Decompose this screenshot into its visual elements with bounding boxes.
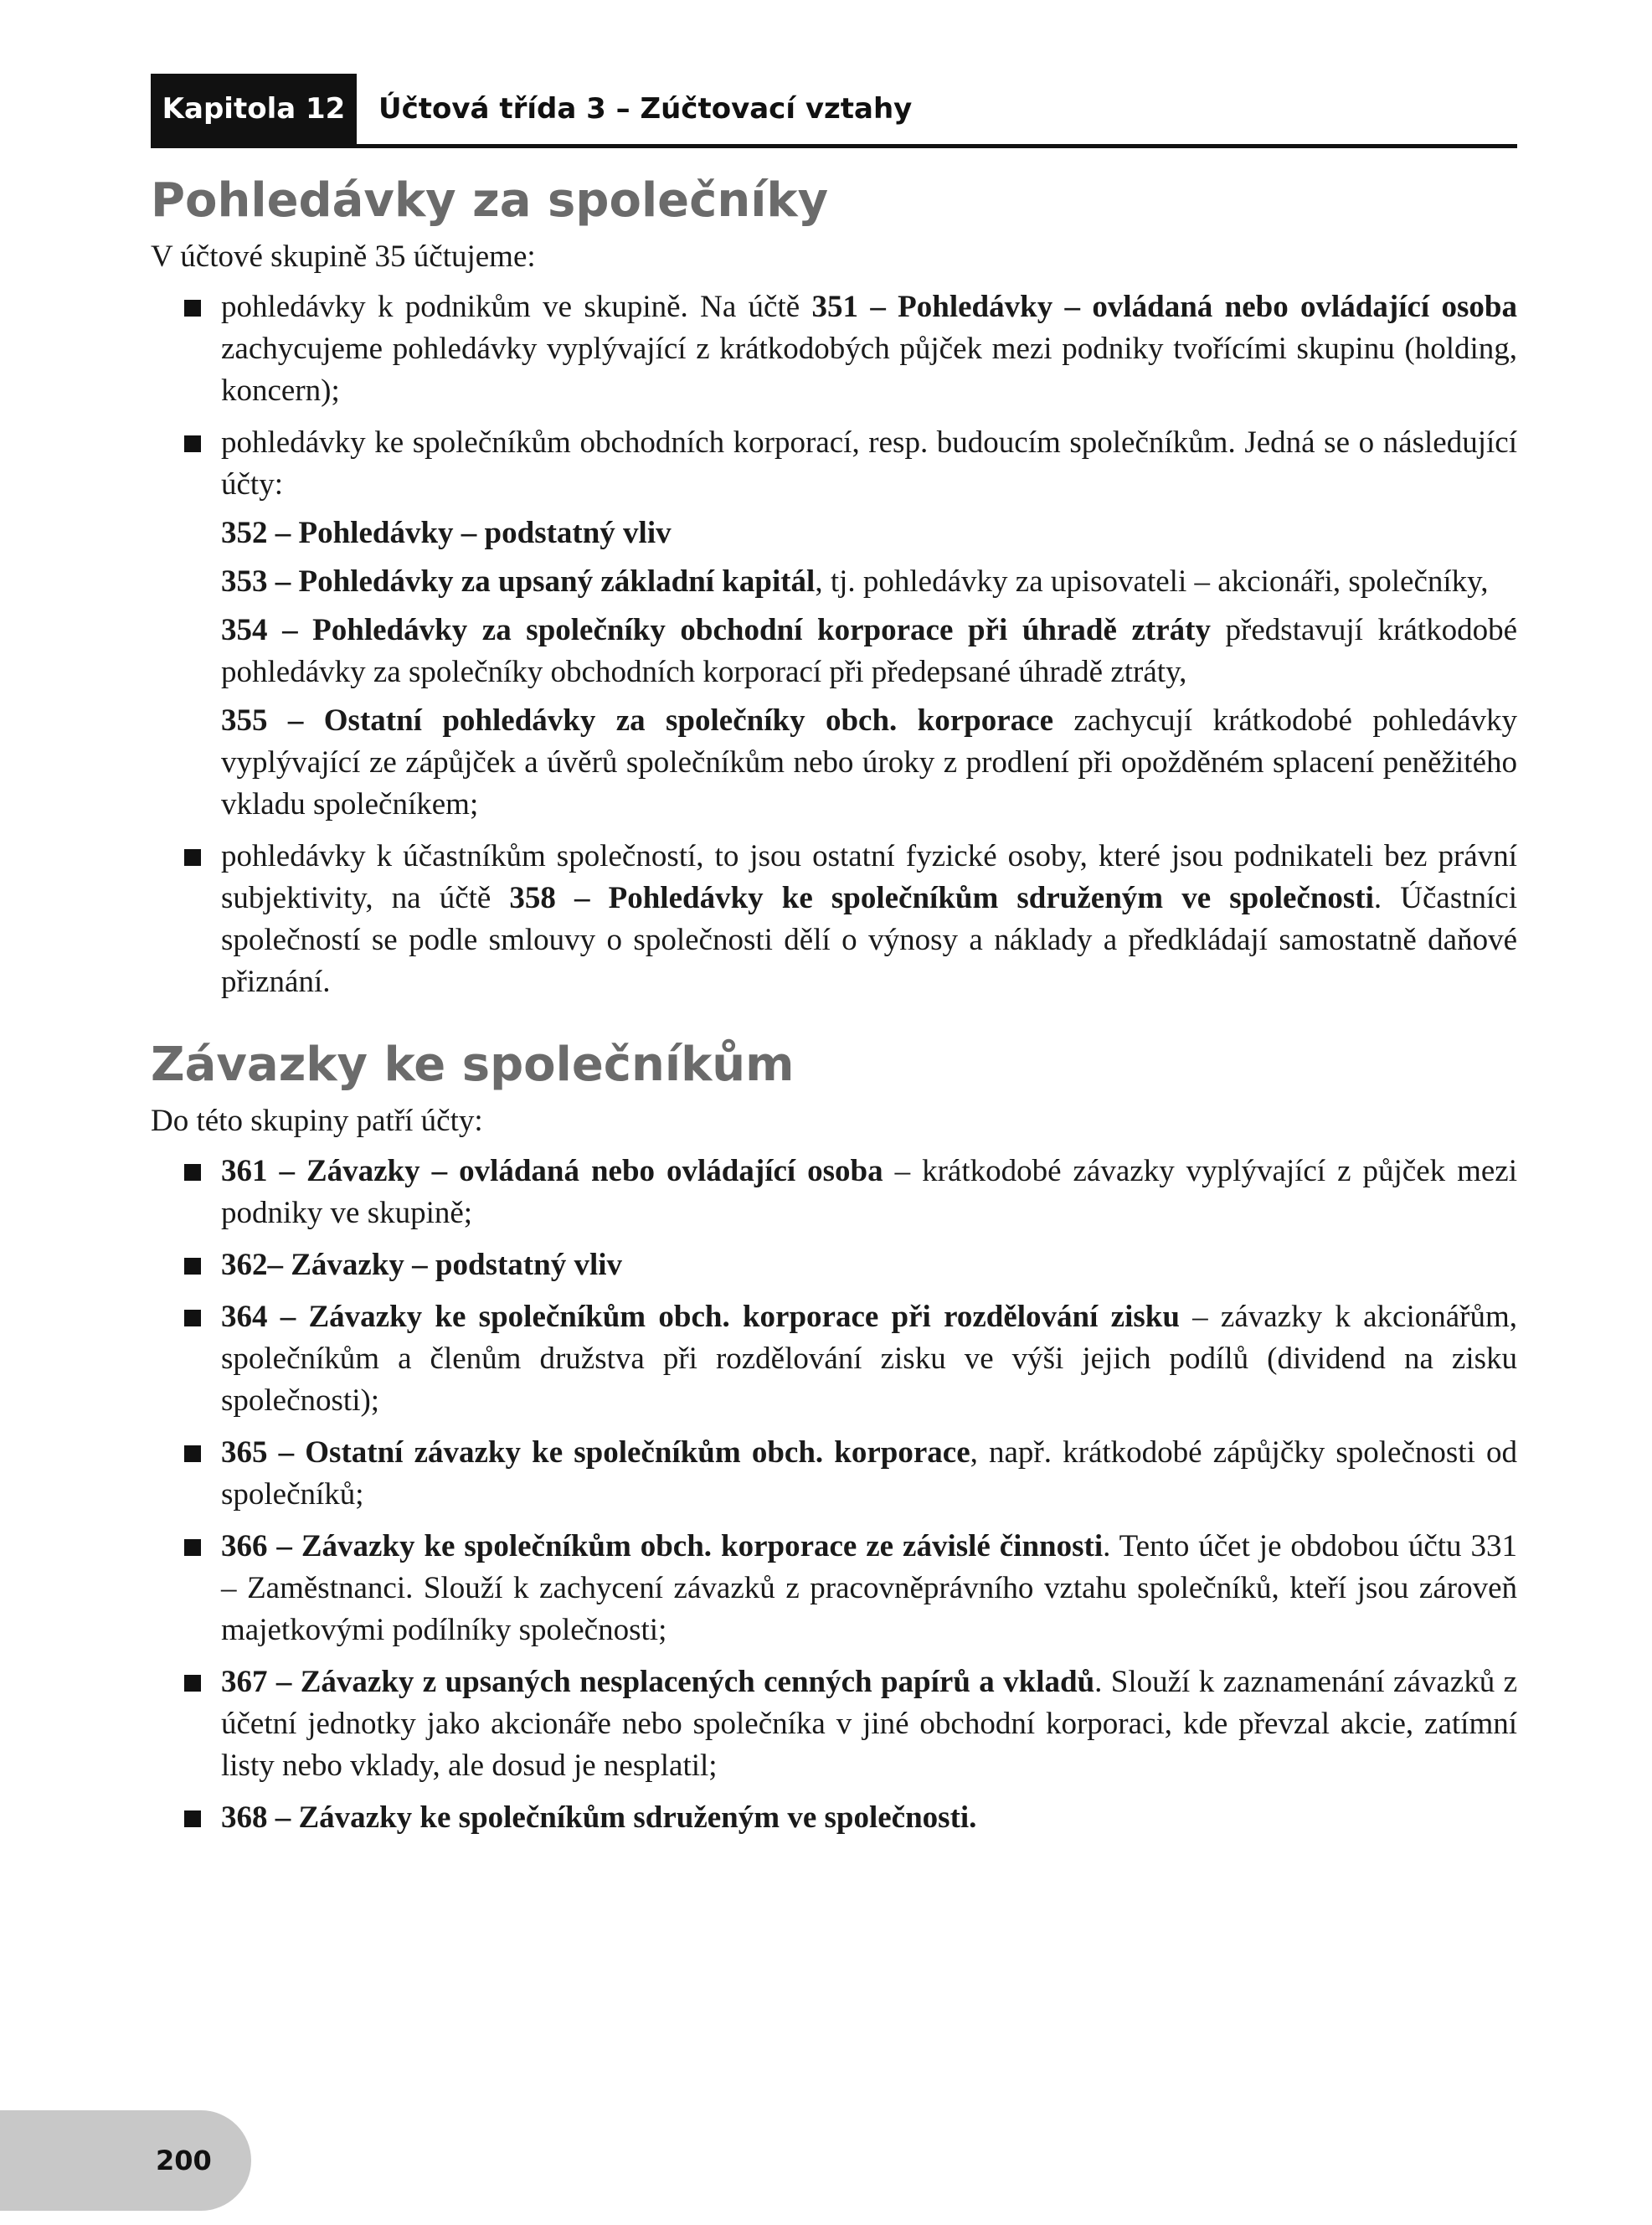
- bullet-square-icon: [184, 1445, 201, 1462]
- list-item: pohledávky k účastníkům společností, to jsou ostatní fyzické osoby, které jsou podnikateli bez právní subjektivity, na účtě 358 – Pohledávky ke společníkům sdruženým ve společnosti. Účastníci společností se podle smlouvy o společnosti dělí o výnosy a náklady a předkládají samostatně daňové přiznání.: [151, 836, 1517, 1003]
- bullet-square-icon: [184, 1810, 201, 1827]
- section-intro: V účtové skupině 35 účtujeme:: [151, 239, 536, 274]
- bullet-square-icon: [184, 1310, 201, 1326]
- list-item: 368 – Závazky ke společníkům sdruženým ve společnosti.: [151, 1797, 1517, 1839]
- bullet-square-icon: [184, 435, 201, 452]
- section-heading-liabilities: Závazky ke společníkům: [151, 1038, 795, 1092]
- bullet-square-icon: [184, 1164, 201, 1181]
- page-number: 200: [156, 2145, 212, 2176]
- list-item: 361 – Závazky – ovládaná nebo ovládající osoba – krátkodobé závazky vyplývající z půjček mezi podniky ve skupině;: [151, 1151, 1517, 1234]
- chapter-label: Kapitola 12: [151, 74, 357, 144]
- account-352: 352 – Pohledávky – podstatný vliv: [221, 516, 672, 550]
- list-item: 366 – Závazky ke společníkům obch. korporace ze závislé činnosti. Tento účet je obdobou účtu 331 – Zaměstnanci. Slouží k zachycení závazků z pracovněprávního vztahu společníků, kteří jsou zároveň majetkovými podílníky společnosti;: [151, 1526, 1517, 1651]
- section-heading-receivables: Pohledávky za společníky: [151, 173, 829, 228]
- account-354: 354 – Pohledávky za společníky obchodní korporace při úhradě ztráty představují krátkodobé pohledávky za společníky obchodních korporací při předepsané úhradě ztráty,: [221, 613, 1517, 689]
- chapter-title: Účtová třída 3 – Zúčtovací vztahy: [378, 92, 913, 126]
- page-content: [151, 167, 1517, 1849]
- list-item: 367 – Závazky z upsaných nesplacených cenných papírů a vkladů. Slouží k zaznamenání závazků z účetní jednotky jako akcionáře nebo společníka v jiné obchodní korporaci, kde převzal akcie, zatímní listy nebo vklady, ale dosud je nesplatil;: [151, 1661, 1517, 1787]
- page-number-tab: [0, 2110, 251, 2211]
- bullet-square-icon: [184, 1675, 201, 1692]
- bullet-square-icon: [184, 1539, 201, 1556]
- list-item: 365 – Ostatní závazky ke společníkům obch. korporace, např. krátkodobé zápůjčky společnosti od společníků;: [151, 1432, 1517, 1516]
- account-353: 353 – Pohledávky za upsaný základní kapitál, tj. pohledávky za upisovateli – akcionáři, společníky,: [221, 564, 1489, 599]
- receivables-list: [151, 286, 1517, 1003]
- bullet-square-icon: [184, 300, 201, 317]
- list-item: 362– Závazky – podstatný vliv: [151, 1244, 1517, 1286]
- account-355: 355 – Ostatní pohledávky za společníky obch. korporace zachycují krátkodobé pohledávky vyplývající ze zápůjček a úvěrů společníkům nebo úroky z prodlení při opožděném splacení peněžitého vkladu společníkem;: [221, 703, 1517, 821]
- bullet-square-icon: [184, 849, 201, 866]
- list-item: pohledávky k podnikům ve skupině. Na účtě 351 – Pohledávky – ovládaná nebo ovládající osoba zachycujeme pohledávky vyplývající z krátkodobých půjček mezi podniky tvořícími skupinu (holding, koncern);: [151, 286, 1517, 412]
- chapter-header: [151, 74, 1517, 148]
- bullet-square-icon: [184, 1258, 201, 1275]
- section-intro: Do této skupiny patří účty:: [151, 1104, 483, 1138]
- list-item: pohledávky ke společníkům obchodních korporací, resp. budoucím společníkům. Jedná se o následující účty: 352 – Pohledávky – podstatný vliv 353 – Pohledávky za upsaný základní kapitál, tj. pohledávky za upisovateli – akcionáři, společníky, 354 – Pohledávky za společníky obchodní korporace při úhradě ztráty představují krátkodobé pohledávky za společníky obchodních korporací při předepsané úhradě ztráty, 355 – Ostatní pohledávky za společníky obch. korporace zachycují krátkodobé pohledávky vyplývající ze zápůjček a úvěrů společníkům nebo úroky z prodlení při opožděném splacení peněžitého vkladu společníkem;: [151, 422, 1517, 826]
- list-item: 364 – Závazky ke společníkům obch. korporace při rozdělování zisku – závazky k akcionářům, společníkům a členům družstva při rozdělování zisku ve výši jejich podílů (dividend na zisku společnosti);: [151, 1296, 1517, 1422]
- liabilities-list: [151, 1151, 1517, 1839]
